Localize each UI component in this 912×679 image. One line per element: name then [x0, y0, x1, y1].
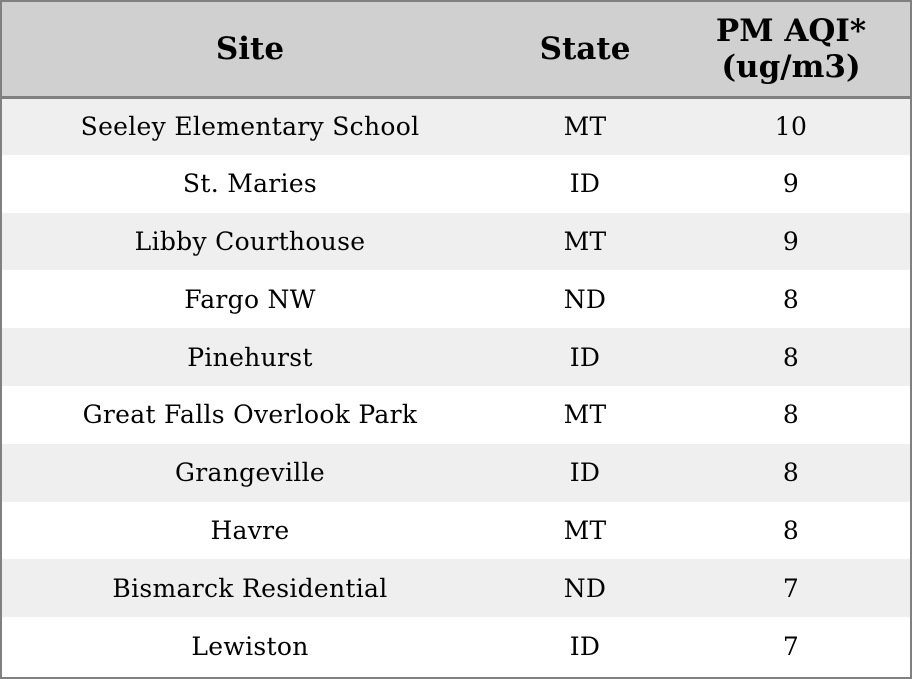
state-cell: MT: [563, 226, 607, 256]
column-header-site: Site: [2, 2, 498, 97]
site-cell: Fargo NW: [184, 284, 316, 314]
pm-aqi-cell: 8: [782, 284, 800, 314]
table-row: [2, 444, 910, 502]
column-header-pm-aqi: [672, 2, 910, 97]
site-cell: Seeley Elementary School: [80, 112, 420, 142]
table-header: [2, 2, 910, 97]
column-header-pm-aqi-line1: PM AQI*: [715, 12, 867, 49]
site-cell: Great Falls Overlook Park: [82, 400, 418, 430]
site-cell: Libby Courthouse: [134, 226, 366, 256]
pm-aqi-cell: 8: [782, 515, 800, 545]
pm-aqi-cell: 7: [782, 631, 800, 661]
pm-aqi-cell: 8: [782, 458, 800, 488]
table-row: [2, 559, 910, 617]
state-cell: ID: [569, 342, 601, 372]
table-body: [2, 97, 910, 675]
state-cell: ND: [563, 573, 607, 603]
pm-aqi-cell: 10: [774, 112, 808, 142]
site-cell: Lewiston: [191, 631, 309, 661]
pm-aqi-cell: 8: [782, 342, 800, 372]
table-row: [2, 386, 910, 444]
site-cell: Havre: [210, 515, 290, 545]
site-cell: Grangeville: [175, 458, 325, 488]
table-row: [2, 502, 910, 560]
site-cell: Bismarck Residential: [112, 573, 388, 603]
pm-aqi-cell: 8: [782, 400, 800, 430]
table-row: [2, 617, 910, 675]
state-cell: ID: [569, 169, 601, 199]
state-cell: MT: [563, 515, 607, 545]
pm-aqi-cell: 9: [782, 226, 800, 256]
table-row: [2, 270, 910, 328]
state-cell: ID: [569, 458, 601, 488]
header-row: [2, 2, 910, 97]
aqi-table: [2, 2, 910, 675]
table-row: [2, 328, 910, 386]
column-header-pm-aqi-line2: (ug/m3): [721, 48, 861, 85]
site-cell: Pinehurst: [187, 342, 313, 372]
state-cell: ND: [563, 284, 607, 314]
table-row: [2, 155, 910, 213]
pm-aqi-cell: 9: [782, 169, 800, 199]
state-cell: MT: [563, 400, 607, 430]
column-header-state: State: [498, 2, 672, 97]
pm-aqi-cell: 7: [782, 573, 800, 603]
table-row: [2, 213, 910, 271]
state-cell: MT: [563, 112, 607, 142]
state-cell: ID: [569, 631, 601, 661]
site-cell: St. Maries: [182, 169, 318, 199]
table-row: [2, 97, 910, 155]
